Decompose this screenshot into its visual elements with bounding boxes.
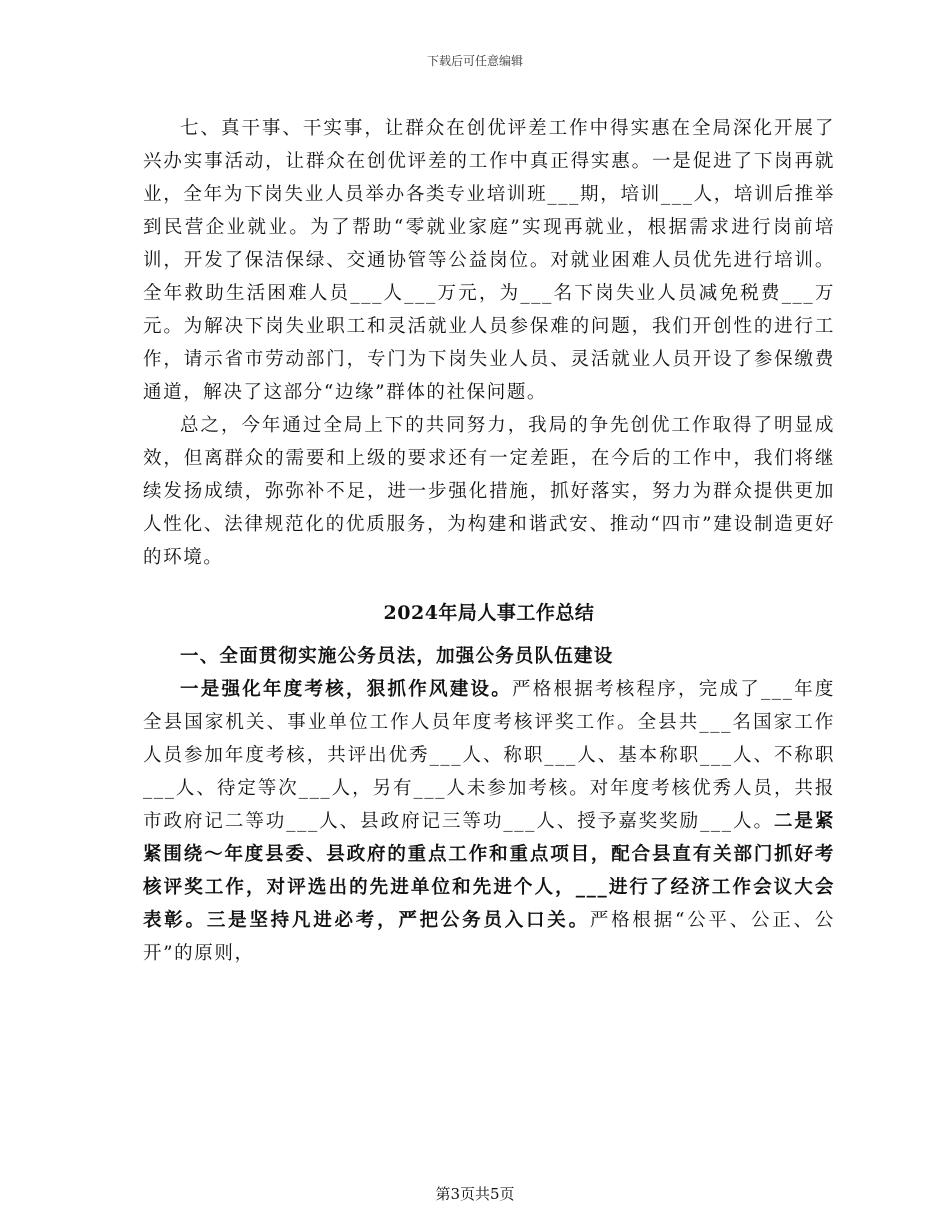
document-body: [143, 112, 835, 970]
section-heading: 一、全面贯彻实施公务员法，加强公务员队伍建设: [180, 646, 614, 667]
point-three-text: 严格根据“公平、公正、公开”的原则，: [143, 910, 835, 964]
section-paragraph: [143, 673, 835, 970]
page-number: 第3页共5页: [435, 1185, 515, 1203]
document-title: 2024年局人事工作总结: [383, 602, 595, 624]
page-header-note: 下载后可任意编辑: [426, 54, 523, 68]
bold-point-one: 一是强化年度考核，狠抓作风建设。: [180, 679, 512, 700]
bold-point-two-three: 二是紧紧围绕～年度县委、县政府的重点工作和重点项目，配合县直有关部门抓好考核评奖工作，对评选出的先进单位和先进个人，___进行了经济工作会议大会表彰。三是坚持凡进必考，严把公务员入口关。: [143, 811, 835, 931]
paragraph-summary: 总之，今年通过全局上下的共同努力，我局的争先创优工作取得了明显成效，但离群众的需要和上级的要求还有一定差距，在今后的工作中，我们将继续发扬成绩，弥弥补不足，进一步强化措施，抓好落实，努力为群众提供更加人性化、法律规范化的优质服务，为构建和谐武安、推动“四市”建设制造更好的环境。: [143, 415, 835, 568]
paragraph-seven: 七、真干事、干实事，让群众在创优评差工作中得实惠在全局深化开展了兴办实事活动，让群众在创优评差的工作中真正得实惠。一是促进了下岗再就业，全年为下岗失业人员举办各类专业培训班___期，培训___人，培训后推举到民营企业就业。为了帮助“零就业家庭”实现再就业，根据需求进行岗前培训，开发了保洁保绿、交通协管等公益岗位。对就业困难人员优先进行培训。全年救助生活困难人员___人___万元，为___名下岗失业人员减免税费___万元。为解决下岗失业职工和灵活就业人员参保难的问题，我们开创性的进行工作，请示省市劳动部门，专门为下岗失业人员、灵活就业人员开设了参保缴费通道，解决了这部分“边缘”群体的社保问题。: [143, 118, 835, 403]
point-one-text: 严格根据考核程序，完成了___年度全县国家机关、事业单位工作人员年度考核评奖工作。全县共___名国家工作人员参加年度考核，共评出优秀___人、称职___人、基本称职___人、不称职___人、待定等次___人，另有___人未参加考核。对年度考核优秀人员，共报市政府记二等功___人、县政府记三等功___人、授予嘉奖奖励___人。: [143, 679, 835, 832]
